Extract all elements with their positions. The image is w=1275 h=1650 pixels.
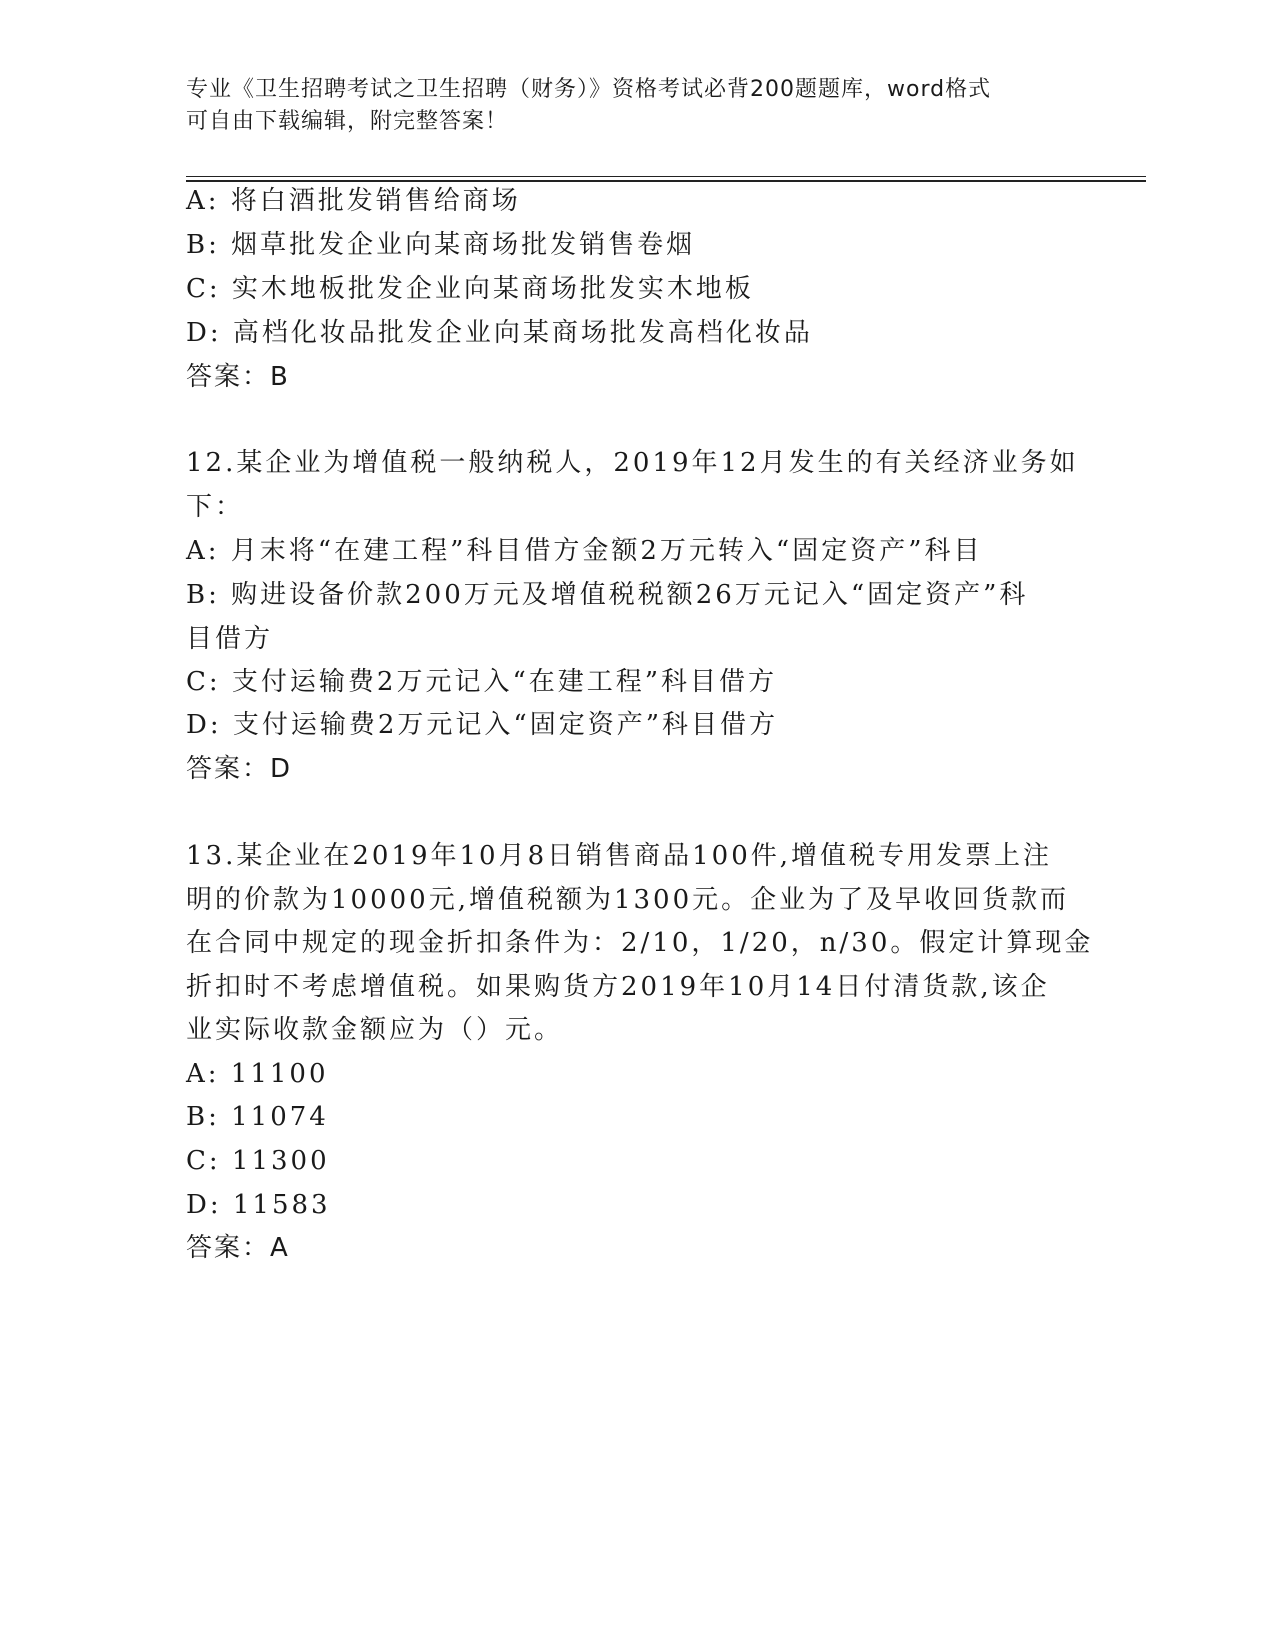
q13-stem-line-1: 13.某企业在2019年10月8日销售商品100件,增值税专用发票上注 [186,841,1053,871]
q12-answer: 答案：D [186,754,293,784]
q13-stem-line-3: 在合同中规定的现金折扣条件为：2/10，1/20，n/30。假定计算现金 [186,928,1094,958]
q11-option-d: D: 高档化妆品批发企业向某商场批发高档化妆品 [186,318,813,348]
q13-answer: 答案：A [186,1233,290,1263]
q12-option-b-cont: 目借方 [186,624,274,654]
header-line-1: 专业《卫生招聘考试之卫生招聘（财务）》资格考试必背200题题库，word格式 [186,77,992,102]
q11-option-b: B: 烟草批发企业向某商场批发销售卷烟 [186,230,696,260]
q12-stem-line-1: 12.某企业为增值税一般纳税人，2019年12月发生的有关经济业务如 [186,448,1079,478]
q13-option-d: D: 11583 [186,1190,331,1220]
q12-option-b: B: 购进设备价款200万元及增值税税额26万元记入“固定资产”科 [186,580,1029,610]
q13-option-a: A: 11100 [186,1059,329,1089]
q12-option-d: D: 支付运输费2万元记入“固定资产”科目借方 [186,710,778,740]
document-header [186,74,1066,138]
q12-option-c: C: 支付运输费2万元记入“在建工程”科目借方 [186,667,778,697]
q13-stem-line-5: 业实际收款金额应为（）元。 [186,1015,564,1045]
q13-option-c: C: 11300 [186,1146,330,1176]
header-divider-thick [186,180,1146,182]
q13-option-b: B: 11074 [186,1102,329,1132]
q12-stem-line-2: 下： [186,492,245,522]
q13-stem-line-4: 折扣时不考虑增值税。如果购货方2019年10月14日付清货款,该企 [186,972,1050,1002]
q11-answer: 答案：B [186,362,290,392]
header-divider-thin [186,176,1146,177]
q11-option-c: C: 实木地板批发企业向某商场批发实木地板 [186,274,754,304]
header-line-2: 可自由下载编辑，附完整答案！ [186,109,509,134]
q11-option-a: A: 将白酒批发销售给商场 [186,186,521,216]
q12-option-a: A: 月末将“在建工程”科目借方金额2万元转入“固定资产”科目 [186,536,983,566]
q13-stem-line-2: 明的价款为10000元,增值税额为1300元。企业为了及早收回货款而 [186,885,1070,915]
